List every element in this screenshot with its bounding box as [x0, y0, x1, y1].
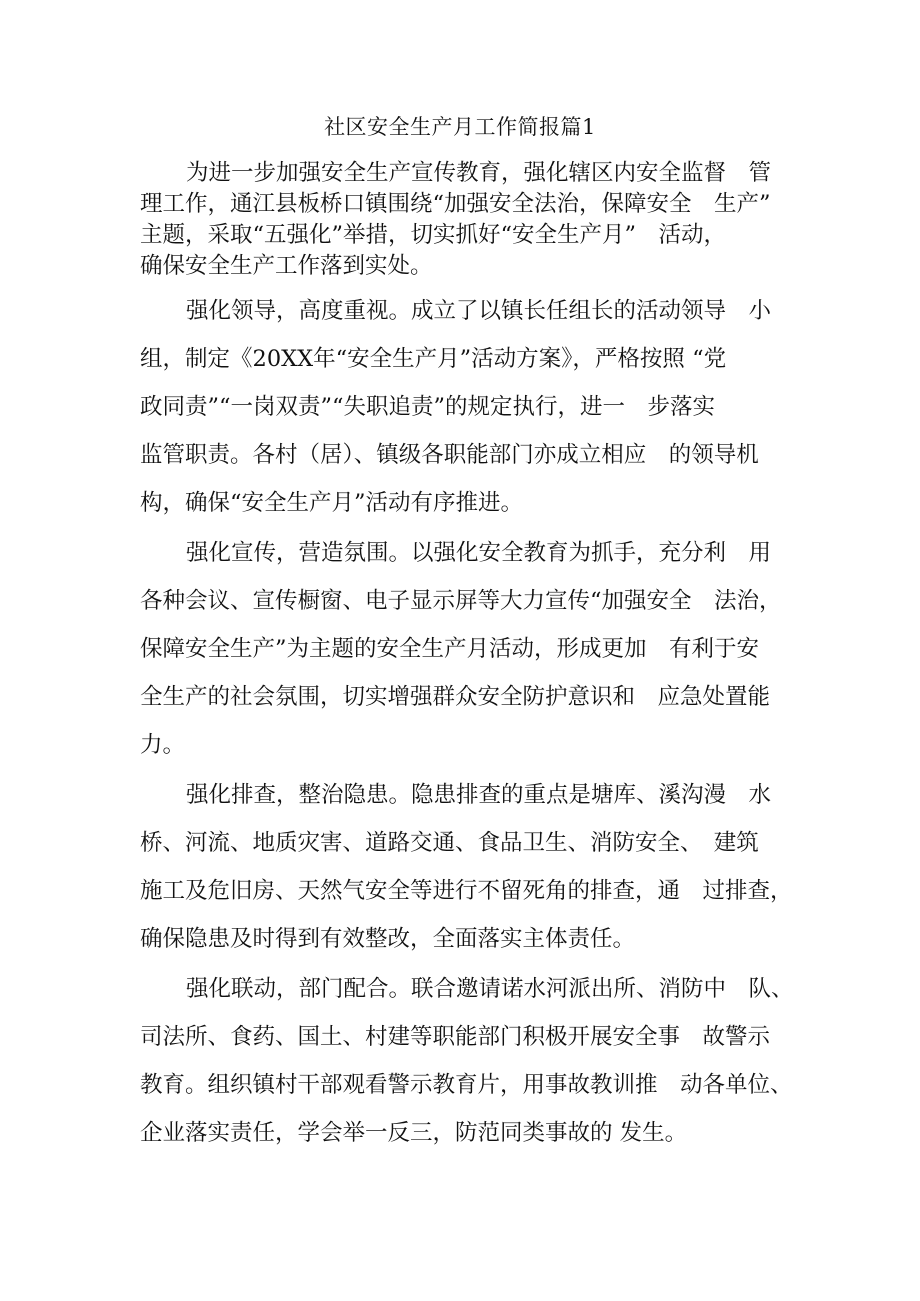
paragraph-line: 司法所、食药、国土、村建等职能部门积极开展安全事 故警示 [140, 1024, 771, 1050]
paragraph-line: 组，制定《20XX年“安全生产月”活动方案》，严格按照 “党 [140, 346, 727, 372]
paragraph-line: 为进一步加强安全生产宣传教育，强化辖区内安全监督 管 [186, 160, 772, 186]
paragraph-line: 强化排查，整治隐患。隐患排查的重点是塘库、溪沟漫 水 [186, 782, 772, 808]
paragraph-line: 构，确保“安全生产月”活动有序推进。 [140, 490, 524, 516]
document-title: 社区安全生产月工作简报篇1 [324, 115, 596, 139]
paragraph-line: 强化联动，部门配合。联合邀请诺水河派出所、消防中 队、 [186, 976, 794, 1002]
paragraph-line: 桥、河流、地质灾害、道路交通、食品卫生、消防安全、 建筑 [140, 830, 759, 856]
paragraph-line: 政同责”“一岗双责”“失职追责”的规定执行，进一 步落实 [140, 394, 716, 420]
paragraph-line: 保障安全生产”为主题的安全生产月活动，形成更加 有利于安 [140, 636, 760, 662]
paragraph-line: 理工作，通江县板桥口镇围绕“加强安全法治，保障安全 生产” [140, 191, 771, 217]
paragraph-line: 全生产的社会氛围，切实增强群众安全防护意识和 应急处置能 [140, 684, 771, 710]
paragraph-line: 各种会议、宣传橱窗、电子显示屏等大力宣传“加强安全 法治， [140, 588, 782, 614]
paragraph-line: 强化领导，高度重视。成立了以镇长任组长的活动领导 小 [186, 298, 772, 324]
paragraph-line: 确保隐患及时得到有效整改，全面落实主体责任。 [140, 926, 636, 952]
paragraph-line: 教育。组织镇村干部观看警示教育片，用事故教训推 动各单位、 [140, 1072, 793, 1098]
paragraph-line: 施工及危旧房、天然气安全等进行不留死角的排查，通 过排查， [140, 878, 793, 904]
paragraph-line: 企业落实责任，学会举一反三，防范同类事故的 发生。 [140, 1120, 688, 1146]
paragraph-line: 强化宣传，营造氛围。以强化安全教育为抓手，充分利 用 [186, 540, 772, 566]
paragraph-line: 确保安全生产工作落到实处。 [140, 253, 433, 279]
paragraph-line: 主题，采取“五强化”举措，切实抓好“安全生产月” 活动， [140, 222, 727, 248]
paragraph-line: 力。 [140, 732, 186, 758]
paragraph-line: 监管职责。各村（居）、镇级各职能部门亦成立相应 的领导机 [140, 442, 759, 468]
